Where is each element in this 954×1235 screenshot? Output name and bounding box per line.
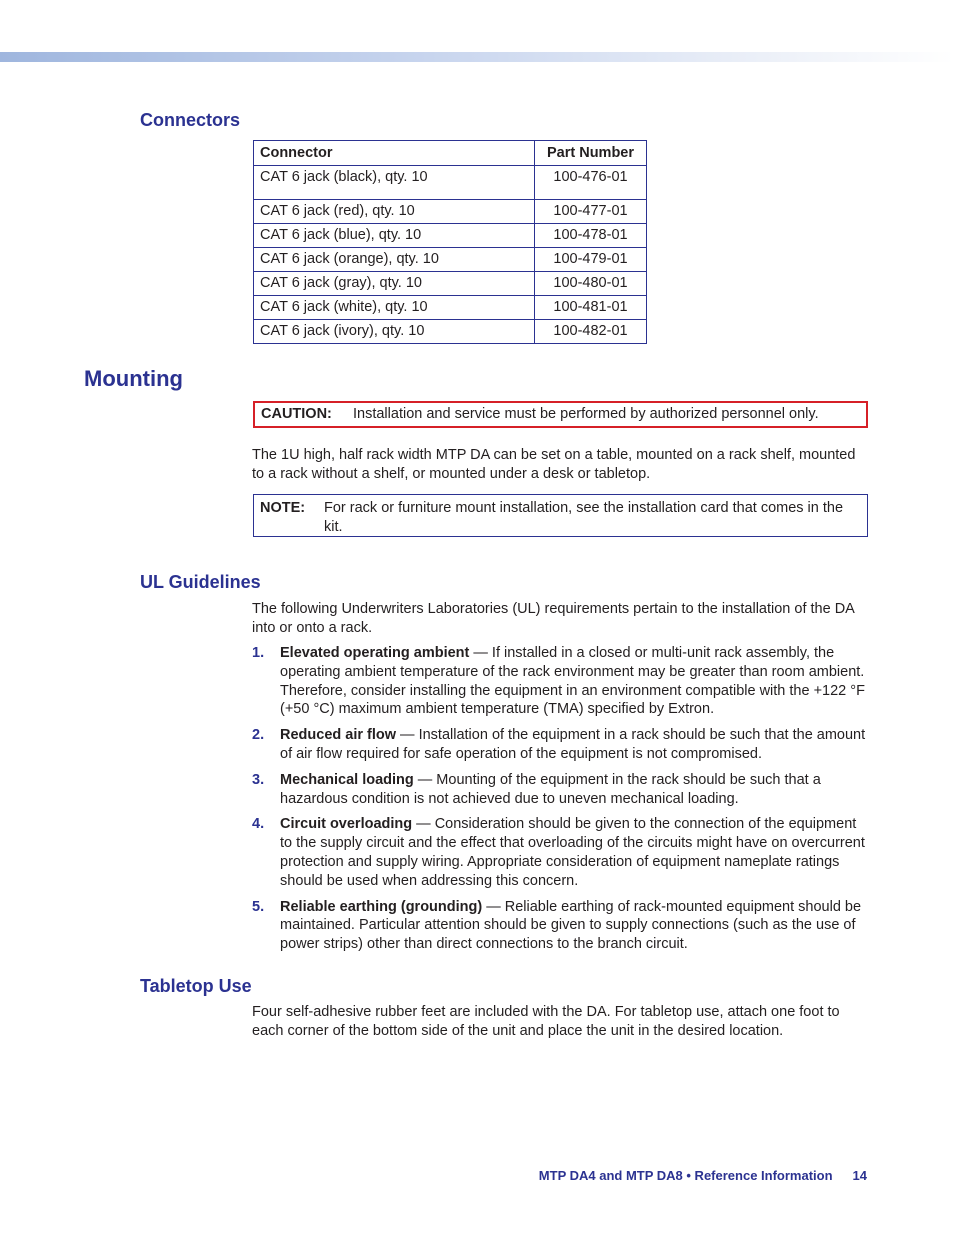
part-number-cell: 100-476-01 [535, 166, 647, 200]
header-band [0, 52, 954, 62]
ul-requirements-list [252, 644, 868, 961]
item-title: Mechanical loading [280, 771, 414, 788]
list-item [252, 898, 868, 954]
item-text: — Reliable earthing of rack-mounted equipment should be maintained. Particular attention should be given to supply connections (such as the use of power strips) other than direct connections to the branch circuit. [280, 898, 862, 953]
connector-cell: CAT 6 jack (blue), qty. 10 [254, 224, 535, 248]
list-item [252, 644, 868, 719]
connectors-table [253, 140, 647, 344]
note-text: For rack or furniture mount installation, see the installation card that comes in the kit. [324, 500, 844, 535]
connector-cell: CAT 6 jack (gray), qty. 10 [254, 272, 535, 296]
item-text: — Consideration should be given to the connection of the equipment to the supply circuit and the effect that overloading of the circuits might have on overcurrent protection and supply wiring. Appropriate consideration of equipment nameplate ratings should be used when addressing this concern. [280, 816, 865, 889]
part-number-cell: 100-482-01 [535, 320, 647, 344]
table-row [254, 200, 647, 224]
caution-box [253, 401, 868, 428]
list-item [252, 815, 868, 890]
ul-intro: The following Underwriters Laboratories (UL) requirements pertain to the installation of the DA into or onto a rack. [252, 601, 855, 636]
item-text: — If installed in a closed or multi-unit rack assembly, the operating ambient temperature of the rack environment may be greater than room ambient. Therefore, consider installing the equipment in an environment compatible with the +122 °F (+50 °C) maximum ambient temperature (TMA) specified by Extron. [280, 645, 865, 718]
item-number: 1. [252, 645, 265, 661]
page-number: 14 [852, 1168, 867, 1183]
item-number: 4. [252, 816, 265, 833]
part-number-cell: 100-479-01 [535, 248, 647, 272]
caution-label: CAUTION: [261, 406, 332, 422]
page-footer [420, 1166, 867, 1186]
table-row [254, 224, 647, 248]
part-number-cell: 100-478-01 [535, 224, 647, 248]
ul-guidelines-heading: UL Guidelines [140, 572, 261, 592]
column-header-connector: Connector [254, 141, 535, 166]
part-number-cell: 100-477-01 [535, 200, 647, 224]
item-title: Circuit overloading [280, 816, 413, 833]
note-label: NOTE: [260, 500, 306, 516]
tabletop-text: Four self-adhesive rubber feet are included with the DA. For tabletop use, attach one foot to each corner of the bottom side of the unit and place the unit in the desired location. [252, 1004, 840, 1039]
item-number: 3. [252, 771, 265, 788]
mounting-heading: Mounting [84, 366, 183, 391]
list-item [252, 771, 868, 809]
connector-cell: CAT 6 jack (orange), qty. 10 [254, 248, 535, 272]
caution-text: Installation and service must be performed by authorized personnel only. [353, 406, 819, 422]
item-title: Reduced air flow [280, 727, 397, 744]
part-number-cell: 100-480-01 [535, 272, 647, 296]
connector-cell: CAT 6 jack (white), qty. 10 [254, 296, 535, 320]
list-item [252, 726, 868, 764]
table-row [254, 272, 647, 296]
table-row [254, 248, 647, 272]
item-text: — Installation of the equipment in a rack should be such that the amount of air flow required for safe operation of the equipment is not compromised. [280, 727, 866, 762]
item-text: — Mounting of the equipment in the rack should be such that a hazardous condition is not achieved due to uneven mechanical loading. [280, 771, 821, 807]
item-title: Reliable earthing (grounding) [280, 898, 483, 915]
tabletop-heading: Tabletop Use [140, 976, 252, 996]
table-header-row [254, 141, 647, 166]
item-number: 5. [252, 898, 265, 915]
part-number-cell: 100-481-01 [535, 296, 647, 320]
column-header-part-number: Part Number [535, 141, 647, 166]
connector-cell: CAT 6 jack (ivory), qty. 10 [254, 320, 535, 344]
table-row [254, 166, 647, 200]
footer-title: MTP DA4 and MTP DA8 • Reference Information [538, 1168, 833, 1183]
item-title: Elevated operating ambient [280, 645, 470, 661]
note-box [253, 494, 868, 537]
connectors-heading: Connectors [140, 110, 241, 130]
mounting-intro: The 1U high, half rack width MTP DA can be set on a table, mounted on a rack shelf, mounted to a rack without a shelf, or mounted under a desk or tabletop. [252, 447, 856, 482]
table-row [254, 296, 647, 320]
table-row [254, 320, 647, 344]
connector-cell: CAT 6 jack (red), qty. 10 [254, 200, 535, 224]
item-number: 2. [252, 727, 265, 744]
connector-cell: CAT 6 jack (black), qty. 10 [254, 166, 535, 200]
